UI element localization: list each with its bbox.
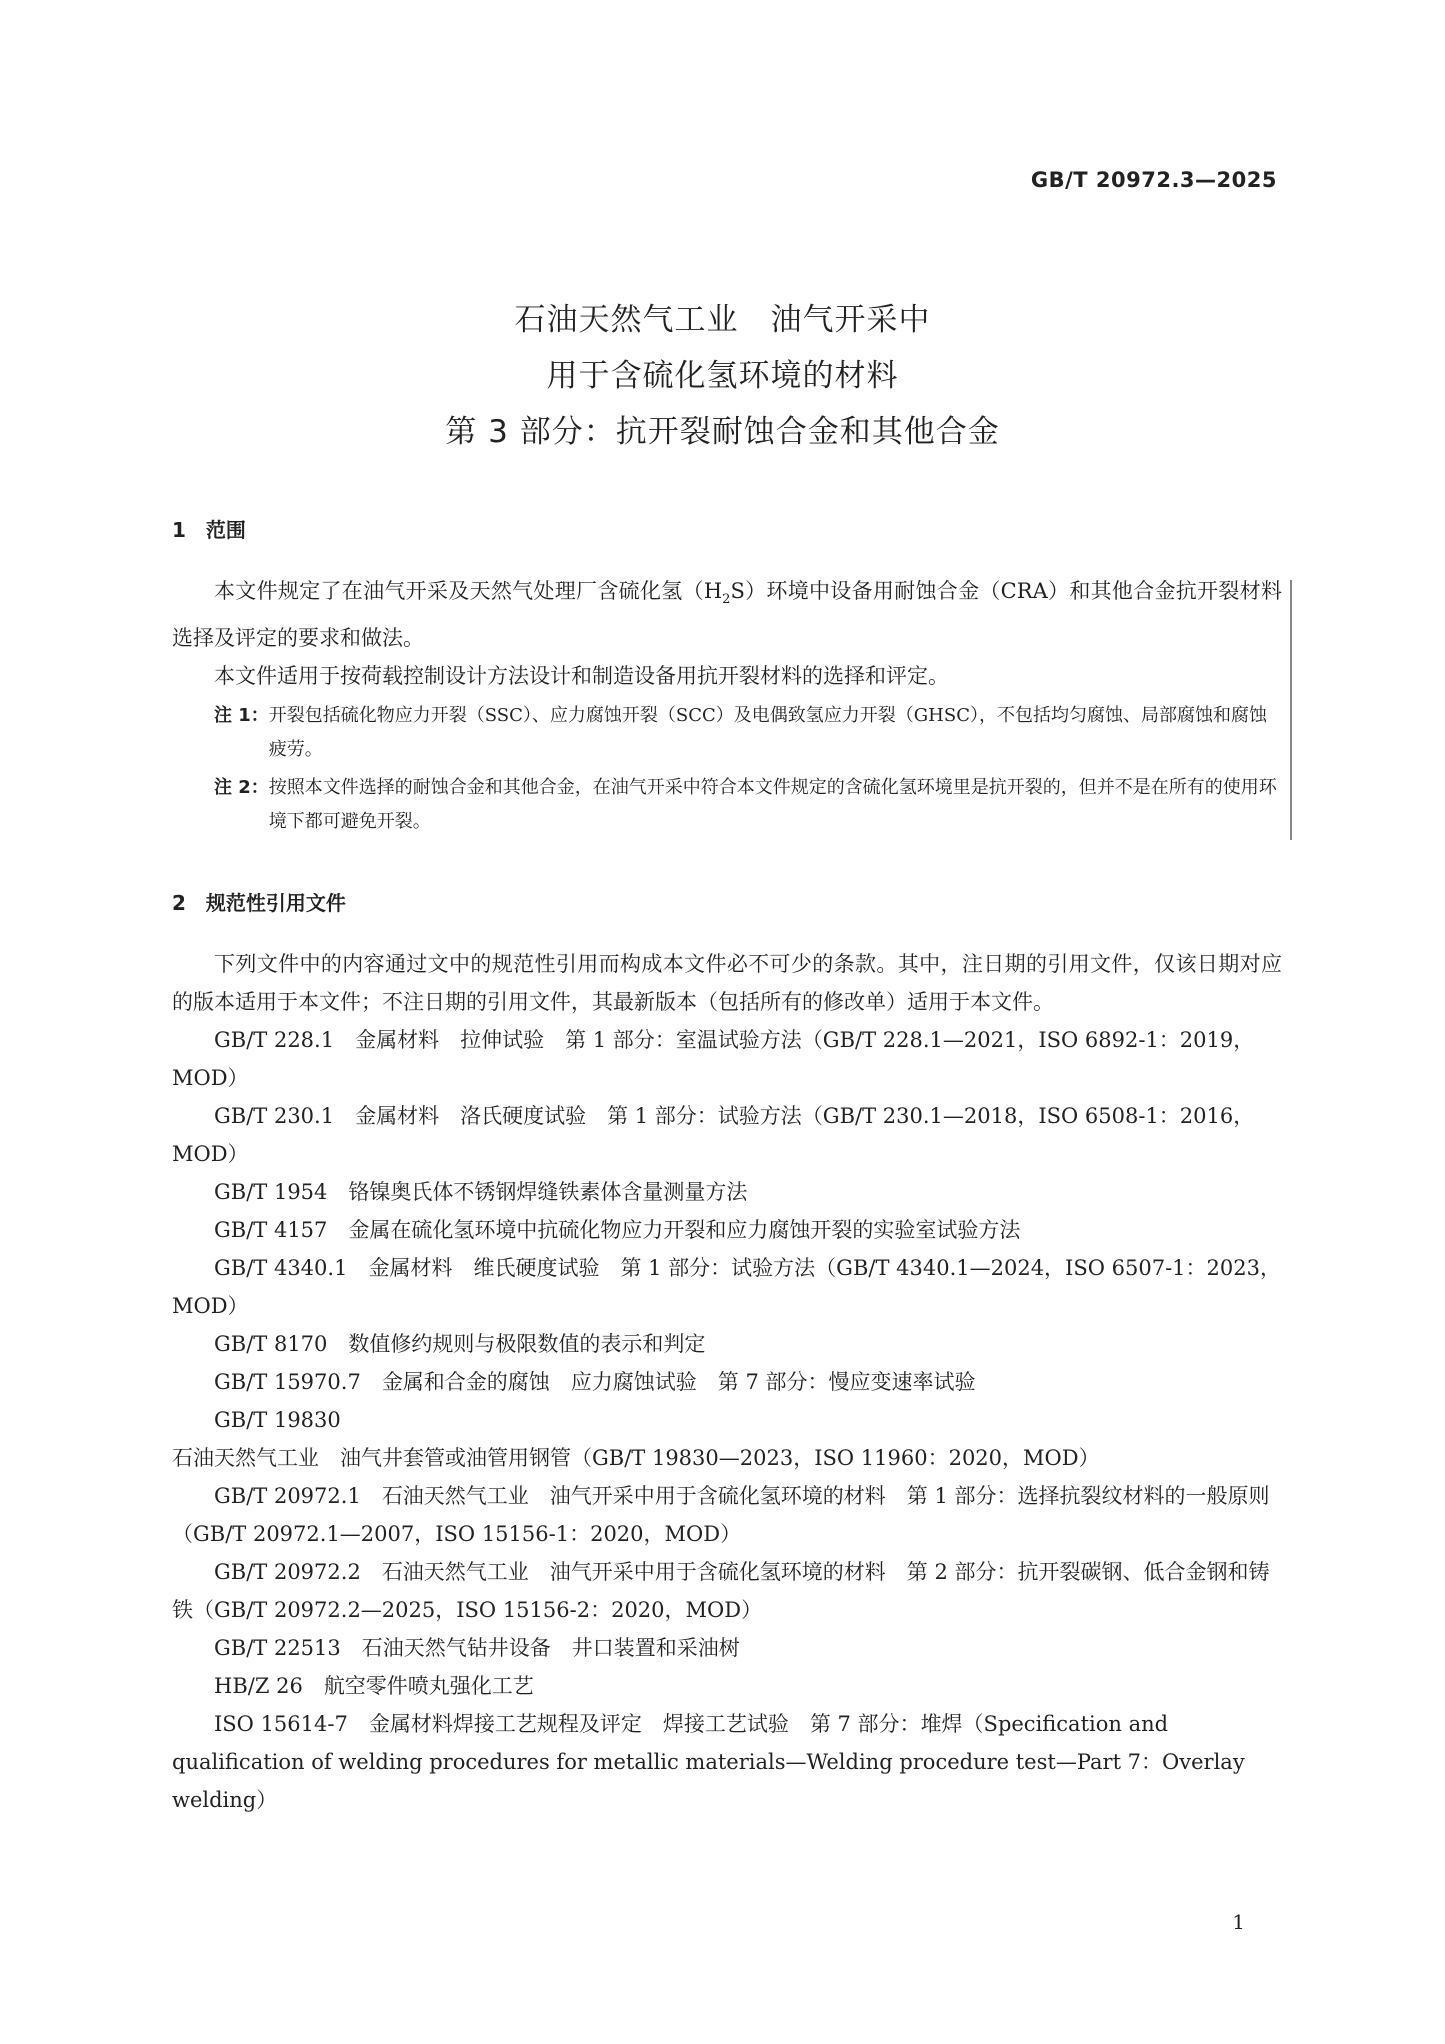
reference-item: HB/Z 26 航空零件喷丸强化工艺 <box>214 1674 534 1699</box>
title-line-1: 石油天然气工业 油气开采中 <box>514 302 931 338</box>
page-number: 1 <box>1232 1910 1245 1934</box>
reference-item: GB/T 20972.2 石油天然气工业 油气开采中用于含硫化氢环境的材料 第 2 部分：抗开裂碳钢、低合金钢和铸铁（GB/T 20972.2—2025，ISO 15156-2：2020，MOD） <box>172 1560 1270 1623</box>
reference-item: GB/T 1954 铬镍奥氏体不锈钢焊缝铁素体含量测量方法 <box>214 1180 748 1205</box>
section-2-intro: 下列文件中的内容通过文中的规范性引用而构成本文件必不可少的条款。其中，注日期的引用文件，仅该日期对应的版本适用于本文件；不注日期的引用文件，其最新版本（包括所有的修改单）适用于本文件。 <box>172 952 1282 1015</box>
reference-item: GB/T 22513 石油天然气钻井设备 井口装置和采油树 <box>214 1636 740 1661</box>
reference-item: GB/T 4157 金属在硫化氢环境中抗硫化物应力开裂和应力腐蚀开裂的实验室试验方法 <box>214 1218 1021 1243</box>
reference-item: GB/T 228.1 金属材料 拉伸试验 第 1 部分：室温试验方法（GB/T 228.1—2021，ISO 6892-1：2019，MOD） <box>172 1028 1255 1091</box>
standard-code: GB/T 20972.3—2025 <box>1030 168 1277 192</box>
section-2-heading: 2 规范性引用文件 <box>172 891 346 916</box>
note-1-label: 注 1： <box>214 705 269 727</box>
reference-item: GB/T 8170 数值修约规则与极限数值的表示和判定 <box>214 1332 706 1357</box>
change-bar <box>1290 580 1292 840</box>
note-2-label: 注 2： <box>214 777 269 799</box>
section-1-paragraph-1: 本文件规定了在油气开采及天然气处理厂含硫化氢$(H_2S)$环境中设备用耐蚀合金（CRA）和其他合金抗开裂材料选择及评定的要求和做法。 <box>172 579 1282 651</box>
reference-item: GB/T 230.1 金属材料 洛氏硬度试验 第 1 部分：试验方法（GB/T 230.1—2018，ISO 6508-1：2016，MOD） <box>172 1104 1255 1167</box>
document-body <box>172 510 1282 1819</box>
section-1-paragraph-2: 本文件适用于按荷载控制设计方法设计和制造设备用抗开裂材料的选择和评定。 <box>214 664 949 689</box>
title-line-3: 第 3 部分：抗开裂耐蚀合金和其他合金 <box>445 414 1000 450</box>
title-line-2: 用于含硫化氢环境的材料 <box>546 358 899 394</box>
reference-item: GB/T 19830 石油天然气工业 油气井套管或油管用钢管（GB/T 19830—2023，ISO 11960：2020，MOD） <box>172 1408 1100 1471</box>
section-1-heading: 1 范围 <box>172 518 246 542</box>
document-title <box>0 292 1445 460</box>
note-1-text: 开裂包括硫化物应力开裂（SSC）、应力腐蚀开裂（SCC）及电偶致氢应力开裂（GHSC），不包括均匀腐蚀、局部腐蚀和腐蚀疲劳。 <box>268 705 1267 761</box>
note-1 <box>214 699 1282 767</box>
note-2 <box>214 771 1282 839</box>
reference-item: GB/T 15970.7 金属和合金的腐蚀 应力腐蚀试验 第 7 部分：慢应变速率试验 <box>214 1370 976 1395</box>
reference-item: GB/T 4340.1 金属材料 维氏硬度试验 第 1 部分：试验方法（GB/T 4340.1—2024，ISO 6507-1：2023，MOD） <box>172 1256 1281 1319</box>
reference-item: GB/T 20972.1 石油天然气工业 油气开采中用于含硫化氢环境的材料 第 1 部分：选择抗裂纹材料的一般原则（GB/T 20972.1—2007，ISO 15156-1：2020，MOD） <box>172 1484 1270 1547</box>
note-2-text: 按照本文件选择的耐蚀合金和其他合金，在油气开采中符合本文件规定的含硫化氢环境里是抗开裂的，但并不是在所有的使用环境下都可避免开裂。 <box>268 777 1277 833</box>
reference-item: ISO 15614-7 金属材料焊接工艺规程及评定 焊接工艺试验 第 7 部分：堆焊（Specification and qualification of welding procedures for metallic materials—Welding procedure test—Part 7：Overlay welding） <box>172 1712 1245 1813</box>
